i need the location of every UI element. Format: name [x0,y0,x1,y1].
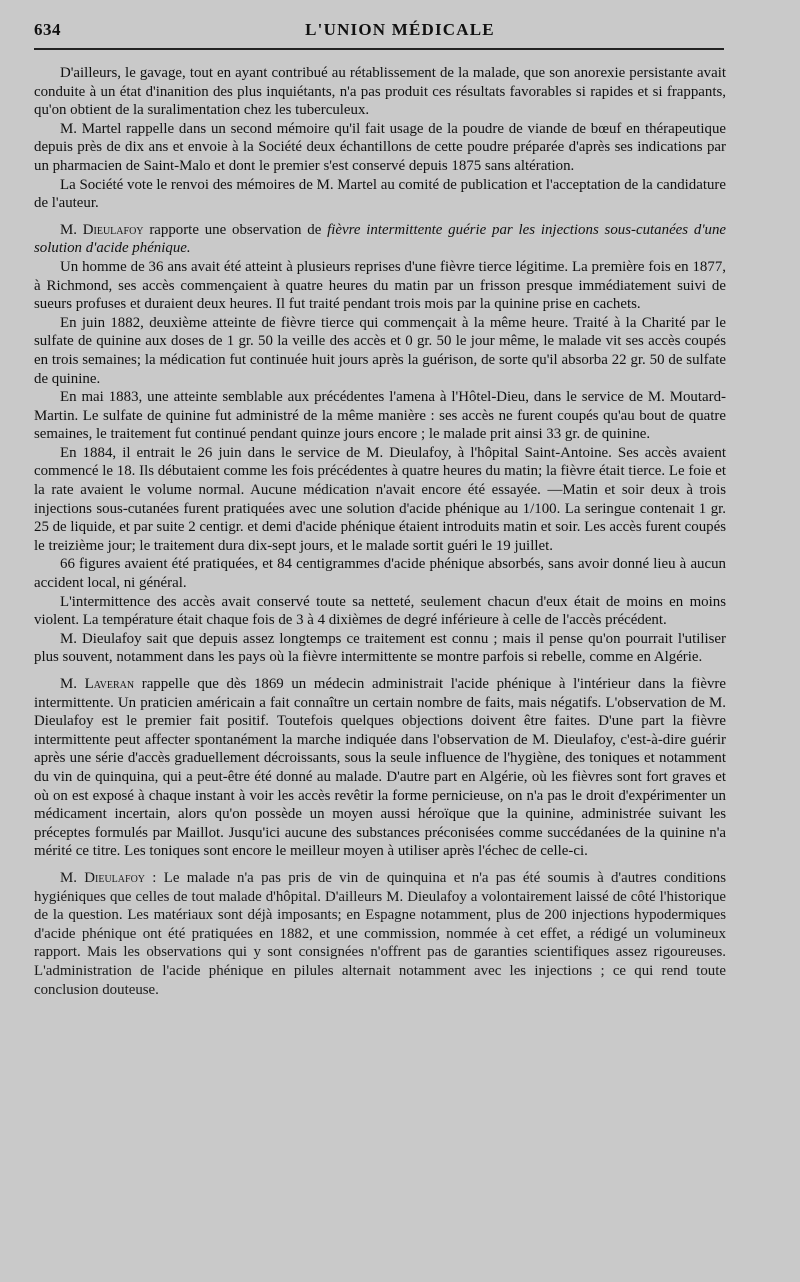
paragraph-text: rapporte une observation de [143,221,328,238]
running-title: L'UNION MÉDICALE [305,20,495,39]
paragraph: M. Dieulafoy sait que depuis assez longtemps ce traitement est connu ; mais il pense qu'on pourrait l'utiliser plus souvent, notamment dans les pays où la fièvre intermittente se montre parfois si rebelle, comme en Algérie. [34,630,726,666]
paragraph: En 1884, il entrait le 26 juin dans le service de M. Dieulafoy, à l'hôpital Saint-Antoine. Ses accès avaient commencé le 18. Ils débutaient comme les fois précédentes à quatre heures du matin; la fièvre était tierce. Le foie et la rate avaient le volume normal. Aucune médication n'avait encore été essayée. —Matin et soir deux à trois injections sous-cutanées furent pratiquées avec une solution d'acide phénique au 1/100. La seringue contenait 1 gr. 25 de liquide, et par suite 2 centigr. et demi d'acide phénique étaient introduits matin et soir. Les accès furent coupés le treizième jour; le traitement dura dix-sept jours, et le malade sortit guéri le 19 juillet. [34,444,726,554]
paragraph: 66 figures avaient été pratiquées, et 84 centigrammes d'acide phénique absorbés, sans avoir donné lieu à aucun accident local, ni général. [34,556,726,592]
speaker-name: Laveran [84,676,135,692]
paragraph-text: : Le malade n'a pas pris de vin de quinquina et n'a pas été soumis à d'autres conditions hygiéniques que celles de tout malade d'hôpital. D'ailleurs M. Dieulafoy a volontairement laissé de côté l'historique de la question. Les matériaux sont déjà imposants; en Espagne notamment, plus de 200 injections hypodermiques d'acide phénique ont été pratiquées en 1882, et une commission, nommée à cet effet, a rédigé un volumineux rapport. Mais les observations qui y sont consignées n'offrent pas de garanties scientifiques assez rigoureuses. L'administration de l'acide phénique en pilules alternait notamment avec les injections ; ce qui rend toute conclusion douteuse. [34,869,726,998]
speaker-name: Dieulafoy [82,221,144,238]
header-rule [34,48,724,50]
paragraph-text: rappelle que dès 1869 un médecin administrait l'acide phénique à l'intérieur dans la fièvre intermittente. Un praticien américain a fait connaître un certain nombre de faits, mais négatifs. L'observation de M. Dieulafoy est le premier fait positif. Toutefois quelques objections doivent être faites. D'une part la fièvre intermittente peut affecter spontanément la marche indiquée dans l'observation de M. Dieulafoy, c'est-à-dire guérir après une série d'accès graduellement décroissants, sous la seule influence de l'hygiène, des toniques et notamment du vin de quinquina, qui a peut-être été donné au malade. D'autre part en Algérie, où les fièvres sont fort graves et où on est exposé à chaque instant à voir les accès revêtir la forme pernicieuse, on n'a pas le droit d'expérimenter un médicament incertain, alors qu'on possède un moyen aussi héroïque que la quinine, administrée suivant les préceptes formulés par Maillot. Jusqu'ici aucune des substances préconisées comme succédanées de la quinine n'a mérité ce titre. Les toniques sont encore le meilleur moyen à utiliser après l'échec de celle-ci. [34,676,726,860]
speaker-prefix: M. [60,676,85,692]
paragraph: D'ailleurs, le gavage, tout en ayant contribué au rétablissement de la malade, que son anorexie persistante avait conduite à un état d'inanition des plus inquiétants, n'a pas produit ces résultats favorables si rapides et si frappants, qu'on obtient de la suralimentation chez les tuberculeux. [34,65,726,119]
paragraph: Un homme de 36 ans avait été atteint à plusieurs reprises d'une fièvre tierce légitime. La première fois en 1877, à Richmond, ses accès commençaient à quatre heures du matin par un frisson presque immédiatement suivi de sueurs profuses et duraient deux heures. Il fut traité pendant trois mois par la quinine prise en cachets. [34,258,726,313]
paragraph: En mai 1883, une atteinte semblable aux précédentes l'amena à l'Hôtel-Dieu, dans le service de M. Moutard-Martin. Le sulfate de quinine fut administré de la même manière : ses accès ne furent coupés qu'au bout de quatre semaines, le traitement fut continué pendant quinze jours encore ; le malade prit ainsi 33 gr. de quinine. [34,389,726,443]
observation-title: fièvre intermittente guérie par les injections sous-cutanées d'une solution d'acide phénique. [34,221,727,257]
speaker-prefix: M. [60,869,85,886]
paragraph-laveran [34,675,726,861]
paragraph: La Société vote le renvoi des mémoires de M. Martel au comité de publication et l'acceptation de la candidature de l'auteur. [34,176,726,212]
speaker-name: Dieulafoy [84,869,146,886]
page-header [0,18,800,42]
article-body [34,64,726,999]
paragraph: En juin 1882, deuxième atteinte de fièvre tierce qui commençait à la même heure. Traité à la Charité par le sulfate de quinine aux doses de 1 gr. 50 la veille des accès et 0 gr. 50 le jour même, le malade vit ses accès coupés en trois semaines; la médication fut continuée huit jours après la guérison, de sorte qu'il absorba 22 gr. 50 de sulfate de quinine. [34,314,726,387]
paragraph-dieulafoy-reply [34,869,726,999]
paragraph: M. Martel rappelle dans un second mémoire qu'il fait usage de la poudre de viande de bœuf en thérapeutique depuis près de dix ans et envoie à la Société deux échantillons de cette poudre préparée d'après ses indications par un pharmacien de Saint-Malo et dont le premier s'est conservé depuis 1875 sans altération. [34,120,726,174]
page-number: 634 [34,20,61,39]
paragraph: L'intermittence des accès avait conservé toute sa netteté, seulement chacun d'eux était de moins en moins violent. La température était chaque fois de 3 à 4 dixièmes de degré inférieure à celle de l'accès précédent. [34,593,726,629]
paragraph-dieulafoy-report [34,221,726,258]
speaker-prefix: M. [60,221,83,238]
